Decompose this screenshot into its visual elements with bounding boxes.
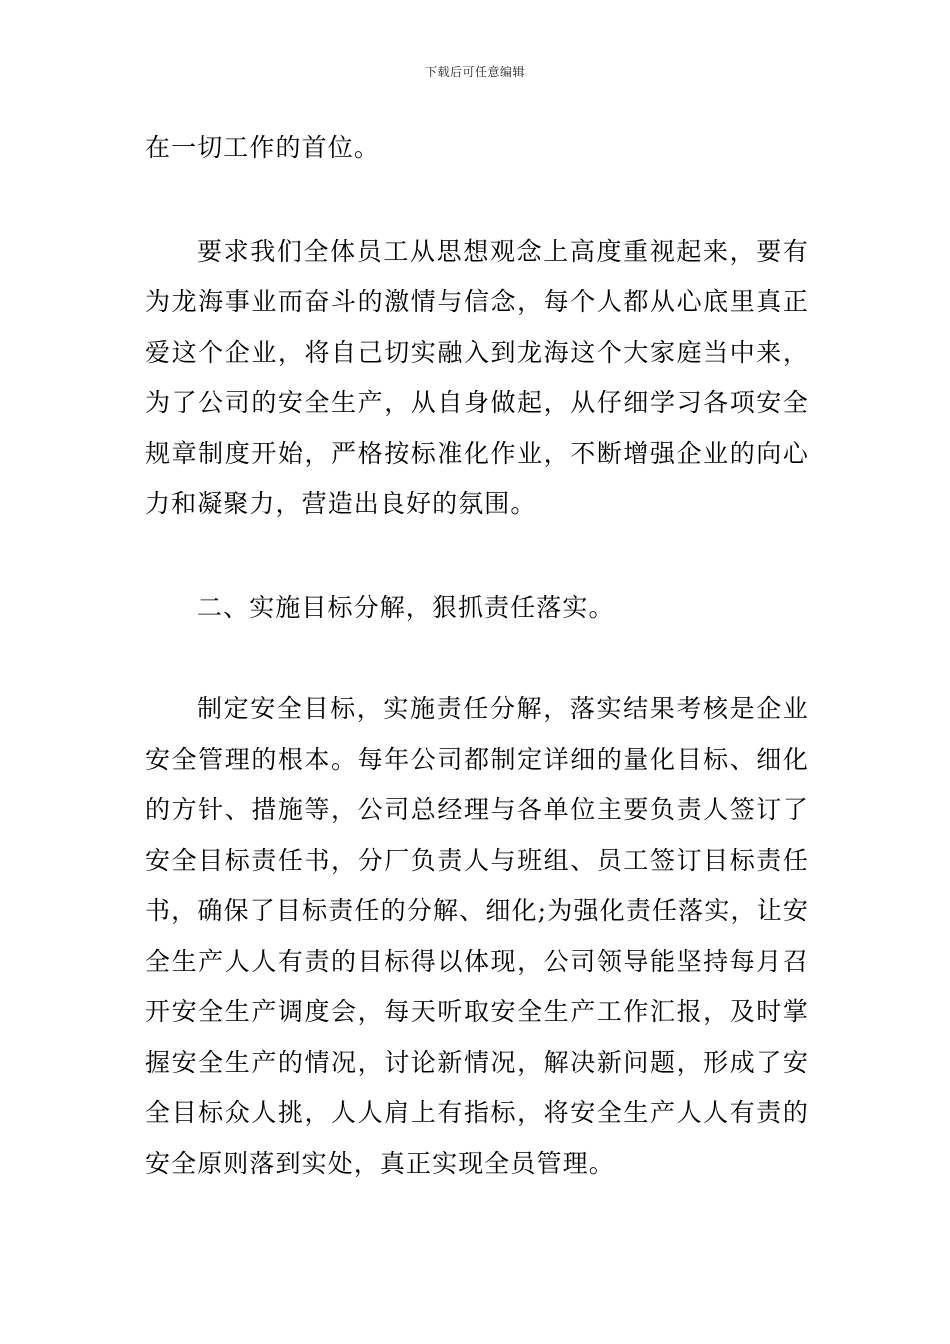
- section-heading: 二、实施目标分解，狠抓责任落实。: [197, 592, 615, 622]
- paragraph-continuation: 在一切工作的首位。: [145, 133, 380, 162]
- paragraph-requirements: 要求我们全体员工从思想观念上高度重视起来，要有为龙海事业而奋斗的激情与信念，每个人都从心底里真正爱这个企业，将自己切实融入到龙海这个大家庭当中来，为了公司的安全生产，从自身做起，从仔细学习各项安全规章制度开始，严格按标准化作业，不断增强企业的向心力和凝聚力，营造出良好的氛围。: [145, 236, 809, 518]
- paragraph-targets: 制定安全目标，实施责任分解，落实结果考核是企业安全管理的根本。每年公司都制定详细的量化目标、细化的方针、措施等，公司总经理与各单位主要负责人签订了安全目标责任书，分厂负责人与班组、员工签订目标责任书，确保了目标责任的分解、细化;为强化责任落实，让安全生产人人有责的目标得以体现，公司领导能坚持每月召开安全生产调度会，每天听取安全生产工作汇报，及时掌握安全生产的情况，讨论新情况，解决新问题，形成了安全目标众人挑，人人肩上有指标，将安全生产人人有责的安全原则落到实处，真正实现全员管理。: [145, 694, 809, 1178]
- document-body: [145, 123, 809, 1189]
- page-header: 下载后可任意编辑: [424, 65, 525, 79]
